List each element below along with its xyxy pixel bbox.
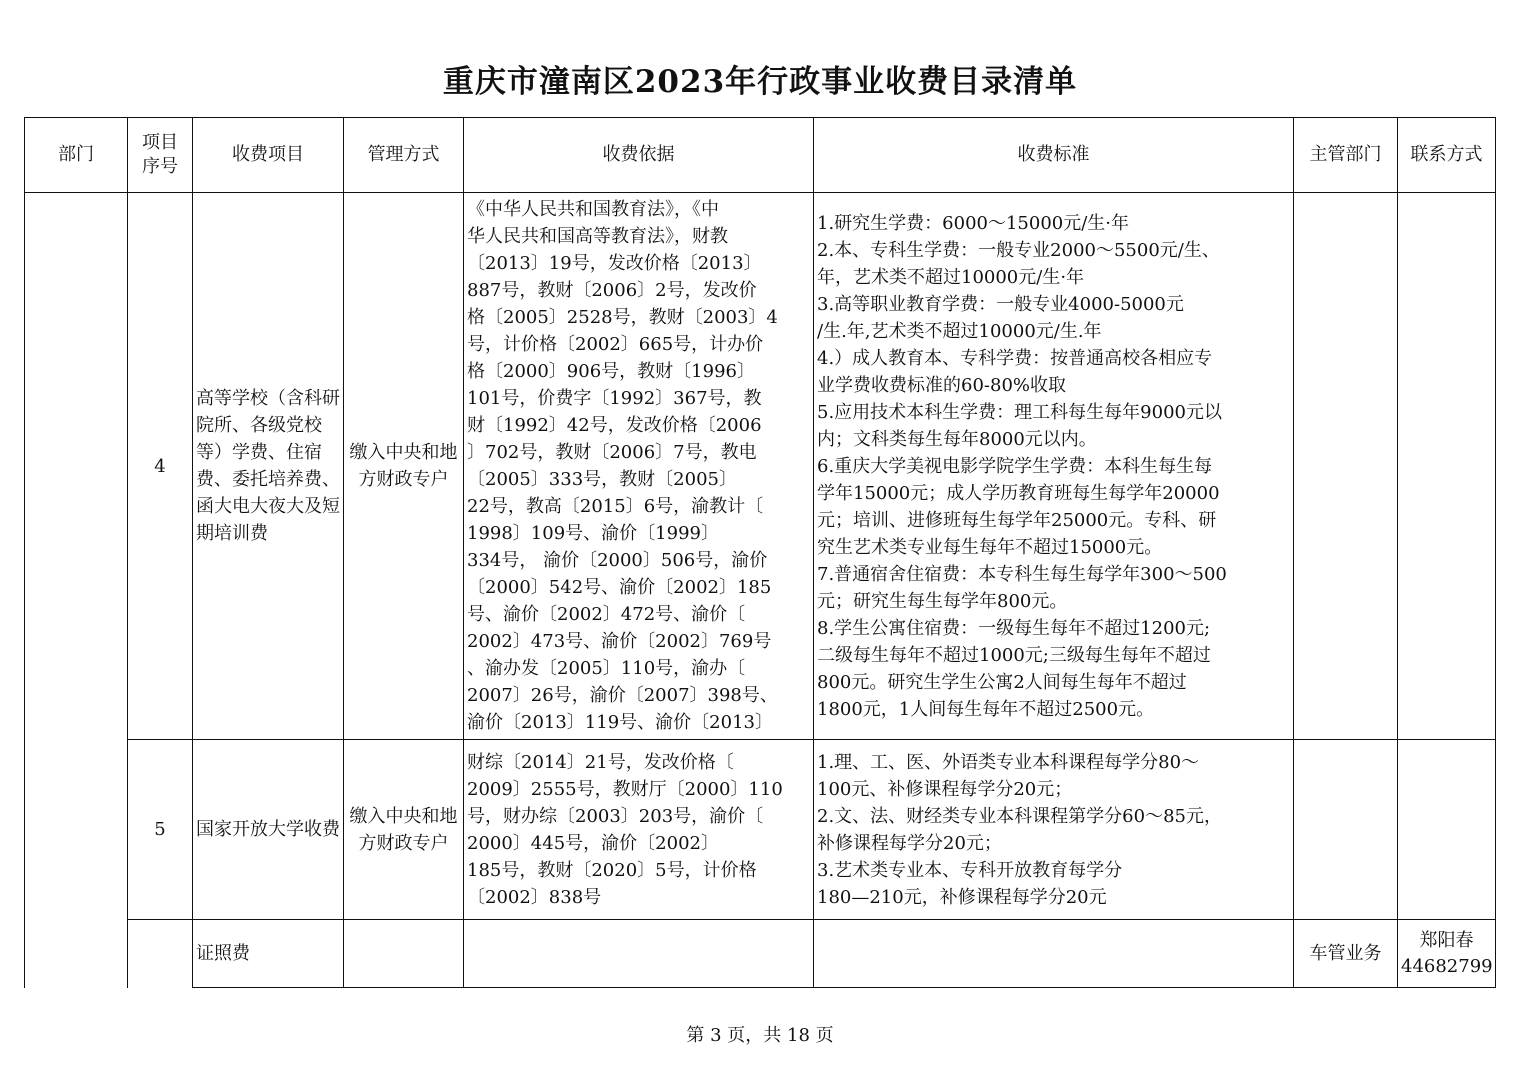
table-row [25,193,1496,740]
header-dept: 部门 [25,118,128,193]
header-seq [128,118,193,193]
basis-line: 〔2002〕838号 [467,886,602,908]
header-mgmt: 管理方式 [344,118,464,193]
authority-cell: 车管业务 [1294,920,1398,988]
seq-cell: 4 [128,193,193,740]
header-row [25,118,1496,193]
standard-line: 7.普通宿舍住宿费：本专科生每生每学年300～500 [817,563,1227,585]
authority-cell [1294,740,1398,920]
header-item: 收费项目 [193,118,344,193]
basis-line: 号，计价格〔2002〕665号，计办价 [467,334,764,355]
basis-line: 、渝办发〔2005〕110号，渝办〔 [467,658,746,679]
standard-line: 180—210元，补修课程每学分20元 [817,886,1107,908]
dept-cell [25,193,128,920]
standard-line: 补修课程每学分20元； [817,832,1002,854]
basis-line: 2007〕26号，渝价〔2007〕398号、 [467,685,778,706]
basis-line: 财〔1992〕42号，发改价格〔2006 [467,415,762,436]
basis-line: 《中华人民共和国教育法》，《中 [467,199,719,220]
basis-line: 格〔2005〕2528号，教财〔2003〕4 [467,307,778,328]
basis-line: 887号，教财〔2006〕2号，发改价 [467,280,757,301]
standard-line: /生.年,艺术类不超过10000元/生.年 [817,320,1102,342]
basis-line: 22号，教高〔2015〕6号，渝教计〔 [467,496,764,517]
standard-line: 究生艺术类专业每生每年不超过15000元。 [817,536,1163,558]
page-footer: 第 3 页，共 18 页 [686,1025,834,1046]
standard-line: 800元。研究生学生公寓2人间每生每年不超过 [817,671,1187,693]
standard-line: 学年15000元；成人学历教育班每生每学年20000 [817,482,1220,504]
basis-line: 2002〕473号、渝价〔2002〕769号 [467,631,772,652]
basis-line: 格〔2000〕906号，教财〔1996〕 [467,361,755,382]
basis-line: 号，财办综〔2003〕203号，渝价〔 [467,805,764,827]
dept-cell [25,920,128,988]
standard-line: 元；培训、进修班每生每学年25000元。专科、研 [817,509,1217,531]
standard-line: 1800元，1人间每生每年不超过2500元。 [817,698,1155,720]
authority-cell [1294,193,1398,740]
header-basis: 收费依据 [464,118,814,193]
basis-line: 〔2013〕19号，发改价格〔2013〕 [467,253,762,274]
standard-line: 2.文、法、财经类专业本科课程第学分60～85元， [817,805,1222,827]
basis-line: 1998〕109号、渝价〔1999〕 [467,523,719,544]
standard-cell [814,193,1294,740]
header-standard: 收费标准 [814,118,1294,193]
item-cell: 证照费 [193,920,344,988]
standard-line: 1.研究生学费：6000～15000元/生·年 [817,212,1130,234]
contact-phone: 44682799 [1401,955,1493,977]
mgmt-cell: 缴入中央和地方财政专户 [344,740,464,920]
item-cell: 国家开放大学收费 [193,740,344,920]
basis-line: 〕702号，教财〔2006〕7号，教电 [467,442,757,463]
basis-cell [464,740,814,920]
standard-line: 100元、补修课程每学分20元； [817,778,1073,800]
seq-cell: 5 [128,740,193,920]
contact-cell [1398,193,1496,740]
table-row [25,920,1496,988]
standard-line: 内；文科类每生每年8000元以内。 [817,428,1097,450]
standard-line: 3.高等职业教育学费：一般专业4000-5000元 [817,293,1184,315]
basis-line: 〔2000〕542号、渝价〔2002〕185 [467,577,772,598]
basis-line: 334号， 渝价〔2000〕506号，渝价 [467,550,768,571]
header-authority: 主管部门 [1294,118,1398,193]
basis-line: 财综〔2014〕21号，发改价格〔 [467,751,734,773]
contact-cell [1398,740,1496,920]
standard-line: 4.）成人教育本、专科学费：按普通高校各相应专 [817,347,1213,369]
mgmt-cell: 缴入中央和地方财政专户 [344,193,464,740]
basis-line: 101号，价费字〔1992〕367号，教 [467,388,762,409]
mgmt-cell [344,920,464,988]
standard-line: 2.本、专科生学费：一般专业2000～5500元/生、 [817,239,1220,261]
basis-cell [464,193,814,740]
basis-cell [464,920,814,988]
standard-line: 二级每生每年不超过1000元;三级每生每年不超过 [817,644,1211,666]
standard-line: 3.艺术类专业本、专科开放教育每学分 [817,859,1123,881]
standard-line: 业学费收费标准的60-80%收取 [817,374,1066,396]
standard-line: 8.学生公寓住宿费：一级每生每年不超过1200元; [817,617,1211,639]
header-contact: 联系方式 [1398,118,1496,193]
basis-line: 2000〕445号，渝价〔2002〕 [467,832,719,854]
header-seq-label: 项目序号 [142,132,178,177]
standard-line: 5.应用技术本科生学费：理工科每生每年9000元以 [817,401,1222,423]
basis-line: 2009〕2555号，教财厅〔2000〕110 [467,778,783,800]
standard-line: 年，艺术类不超过10000元/生·年 [817,266,1085,288]
table-row [25,740,1496,920]
seq-cell [128,920,193,988]
basis-line: 〔2005〕333号，教财〔2005〕 [467,469,737,490]
basis-line: 华人民共和国高等教育法》，财教 [467,226,728,247]
contact-name: 郑阳春 [1419,929,1474,951]
basis-line: 渝价〔2013〕119号、渝价〔2013〕 [467,712,773,733]
standard-line: 6.重庆大学美视电影学院学生学费：本科生每生每 [817,455,1213,477]
contact-cell [1398,920,1496,988]
basis-line: 号、渝价〔2002〕472号、渝价〔 [467,604,746,625]
page-title: 重庆市潼南区2023年行政事业收费目录清单 [442,64,1078,100]
standard-cell [814,920,1294,988]
basis-line: 185号，教财〔2020〕5号，计价格 [467,859,757,881]
standard-cell [814,740,1294,920]
fee-catalog-table [24,117,1496,988]
item-cell: 高等学校（含科研院所、各级党校等）学费、住宿费、委托培养费、函大电大夜大及短期培训费 [193,193,344,740]
standard-line: 1.理、工、医、外语类专业本科课程每学分80～ [817,751,1200,773]
standard-line: 元；研究生每生每学年800元。 [817,590,1068,612]
